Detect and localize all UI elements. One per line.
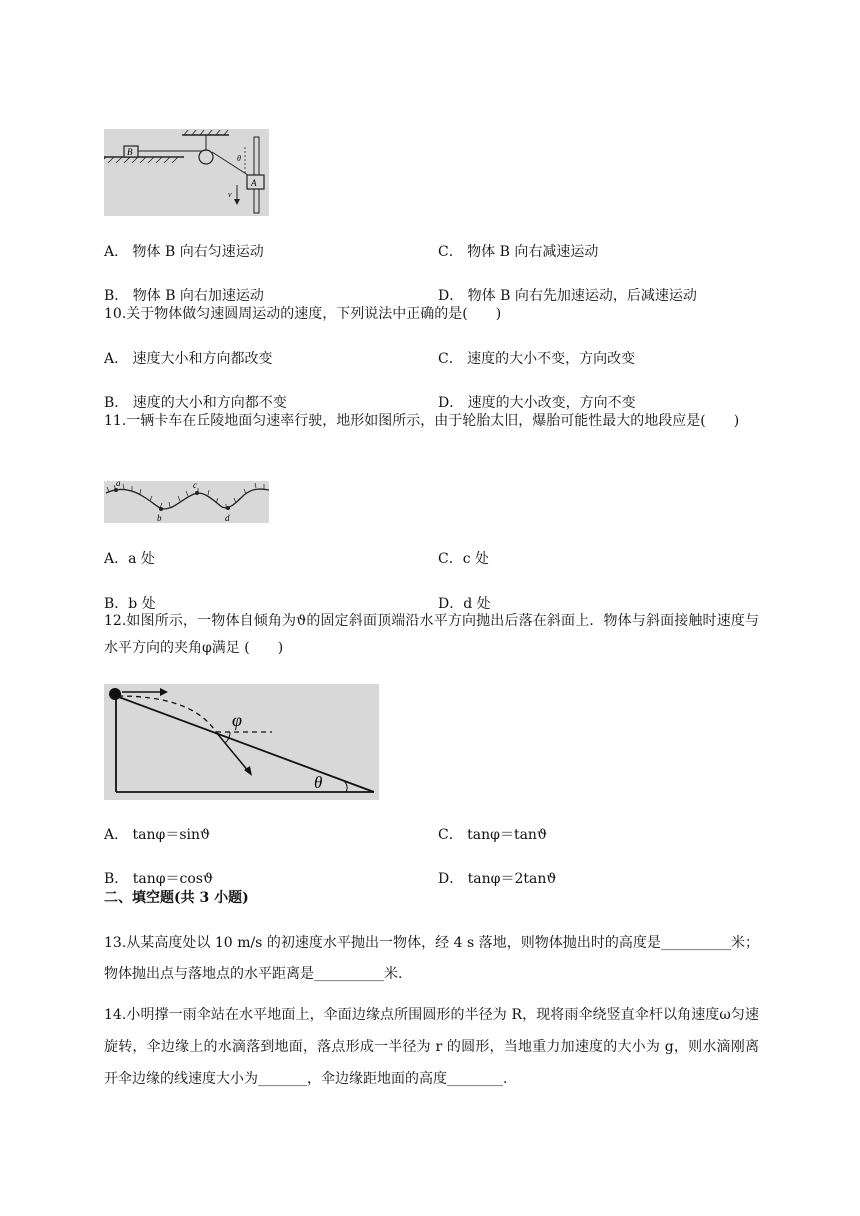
block-b-label: B	[127, 147, 133, 157]
theta-label: θ	[237, 154, 241, 163]
incline-projectile-diagram	[104, 684, 379, 800]
pulley-diagram	[104, 129, 269, 216]
q10-option-c[interactable]: C． 速度的大小不变，方向改变	[438, 351, 636, 367]
q10-option-a[interactable]: A． 速度大小和方向都改变	[104, 351, 273, 367]
velocity-label: v	[228, 190, 232, 199]
q12-option-b[interactable]: B． tanφ＝cosϑ	[104, 871, 213, 887]
q12-option-c[interactable]: C． tanφ＝tanϑ	[438, 827, 547, 843]
q11-stem: 11.一辆卡车在丘陵地面匀速率行驶，地形如图所示，由于轮胎太旧，爆胎可能性最大的地段应是( )	[104, 413, 740, 429]
q14-text: 14.小明撑一雨伞站在水平地面上，伞面边缘点所围圆形的半径为 R，现将雨伞绕竖直伞杆以角速度ω匀速旋转，伞边缘上的水滴落到地面，落点形成一半径为 r 的圆形，当地重力加速度的大小为 g，则水滴刚离开伞边缘的线速度大小为_______，伞边缘距地面的高度________.	[104, 1007, 759, 1087]
q9-option-b[interactable]: B． 物体 B 向右加速运动	[104, 288, 264, 304]
point-a-label: a	[116, 481, 121, 488]
pulley-diagram-svg	[104, 129, 269, 216]
q11-option-d[interactable]: D．d 处	[438, 596, 491, 612]
theta-label-incline: θ	[314, 773, 323, 792]
block-a-label: A	[251, 178, 257, 188]
hill-terrain-diagram	[104, 481, 269, 523]
phi-label: φ	[232, 710, 242, 730]
q11-option-b[interactable]: B．b 处	[104, 596, 156, 612]
incline-projectile-svg	[104, 684, 379, 800]
hill-terrain-svg	[104, 481, 269, 523]
q9-option-d[interactable]: D． 物体 B 向右先加速运动，后减速运动	[438, 288, 697, 304]
q9-option-a[interactable]: A． 物体 B 向右匀速运动	[104, 244, 264, 260]
q11-option-a[interactable]: A．a 处	[104, 551, 155, 567]
section-heading-fill-in: 二、填空题(共 3 小题)	[104, 890, 249, 906]
q12-option-d[interactable]: D． tanφ＝2tanϑ	[438, 871, 557, 887]
q11-option-c[interactable]: C．c 处	[438, 551, 490, 567]
point-d-label: d	[225, 513, 230, 523]
point-b-label: b	[157, 513, 162, 523]
q10-option-d[interactable]: D． 速度的大小改变，方向不变	[438, 395, 636, 411]
q10-option-b[interactable]: B． 速度的大小和方向都不变	[104, 395, 287, 411]
q9-option-c[interactable]: C． 物体 B 向右减速运动	[438, 244, 599, 260]
q12-option-a[interactable]: A． tanφ＝sinϑ	[104, 827, 211, 843]
q13-text: 13.从某高度处以 10 m/s 的初速度水平抛出一物体，经 4 s 落地，则物体抛出时的高度是__________米；物体抛出点与落地点的水平距离是__________米.	[104, 935, 759, 982]
q12-stem: 12.如图所示，一物体自倾角为ϑ的固定斜面顶端沿水平方向抛出后落在斜面上．物体与斜面接触时速度与水平方向的夹角φ满足 ( )	[104, 613, 759, 656]
point-c-label: c	[193, 481, 197, 490]
q10-stem: 10.关于物体做匀速圆周运动的速度，下列说法中正确的是( )	[104, 306, 502, 322]
